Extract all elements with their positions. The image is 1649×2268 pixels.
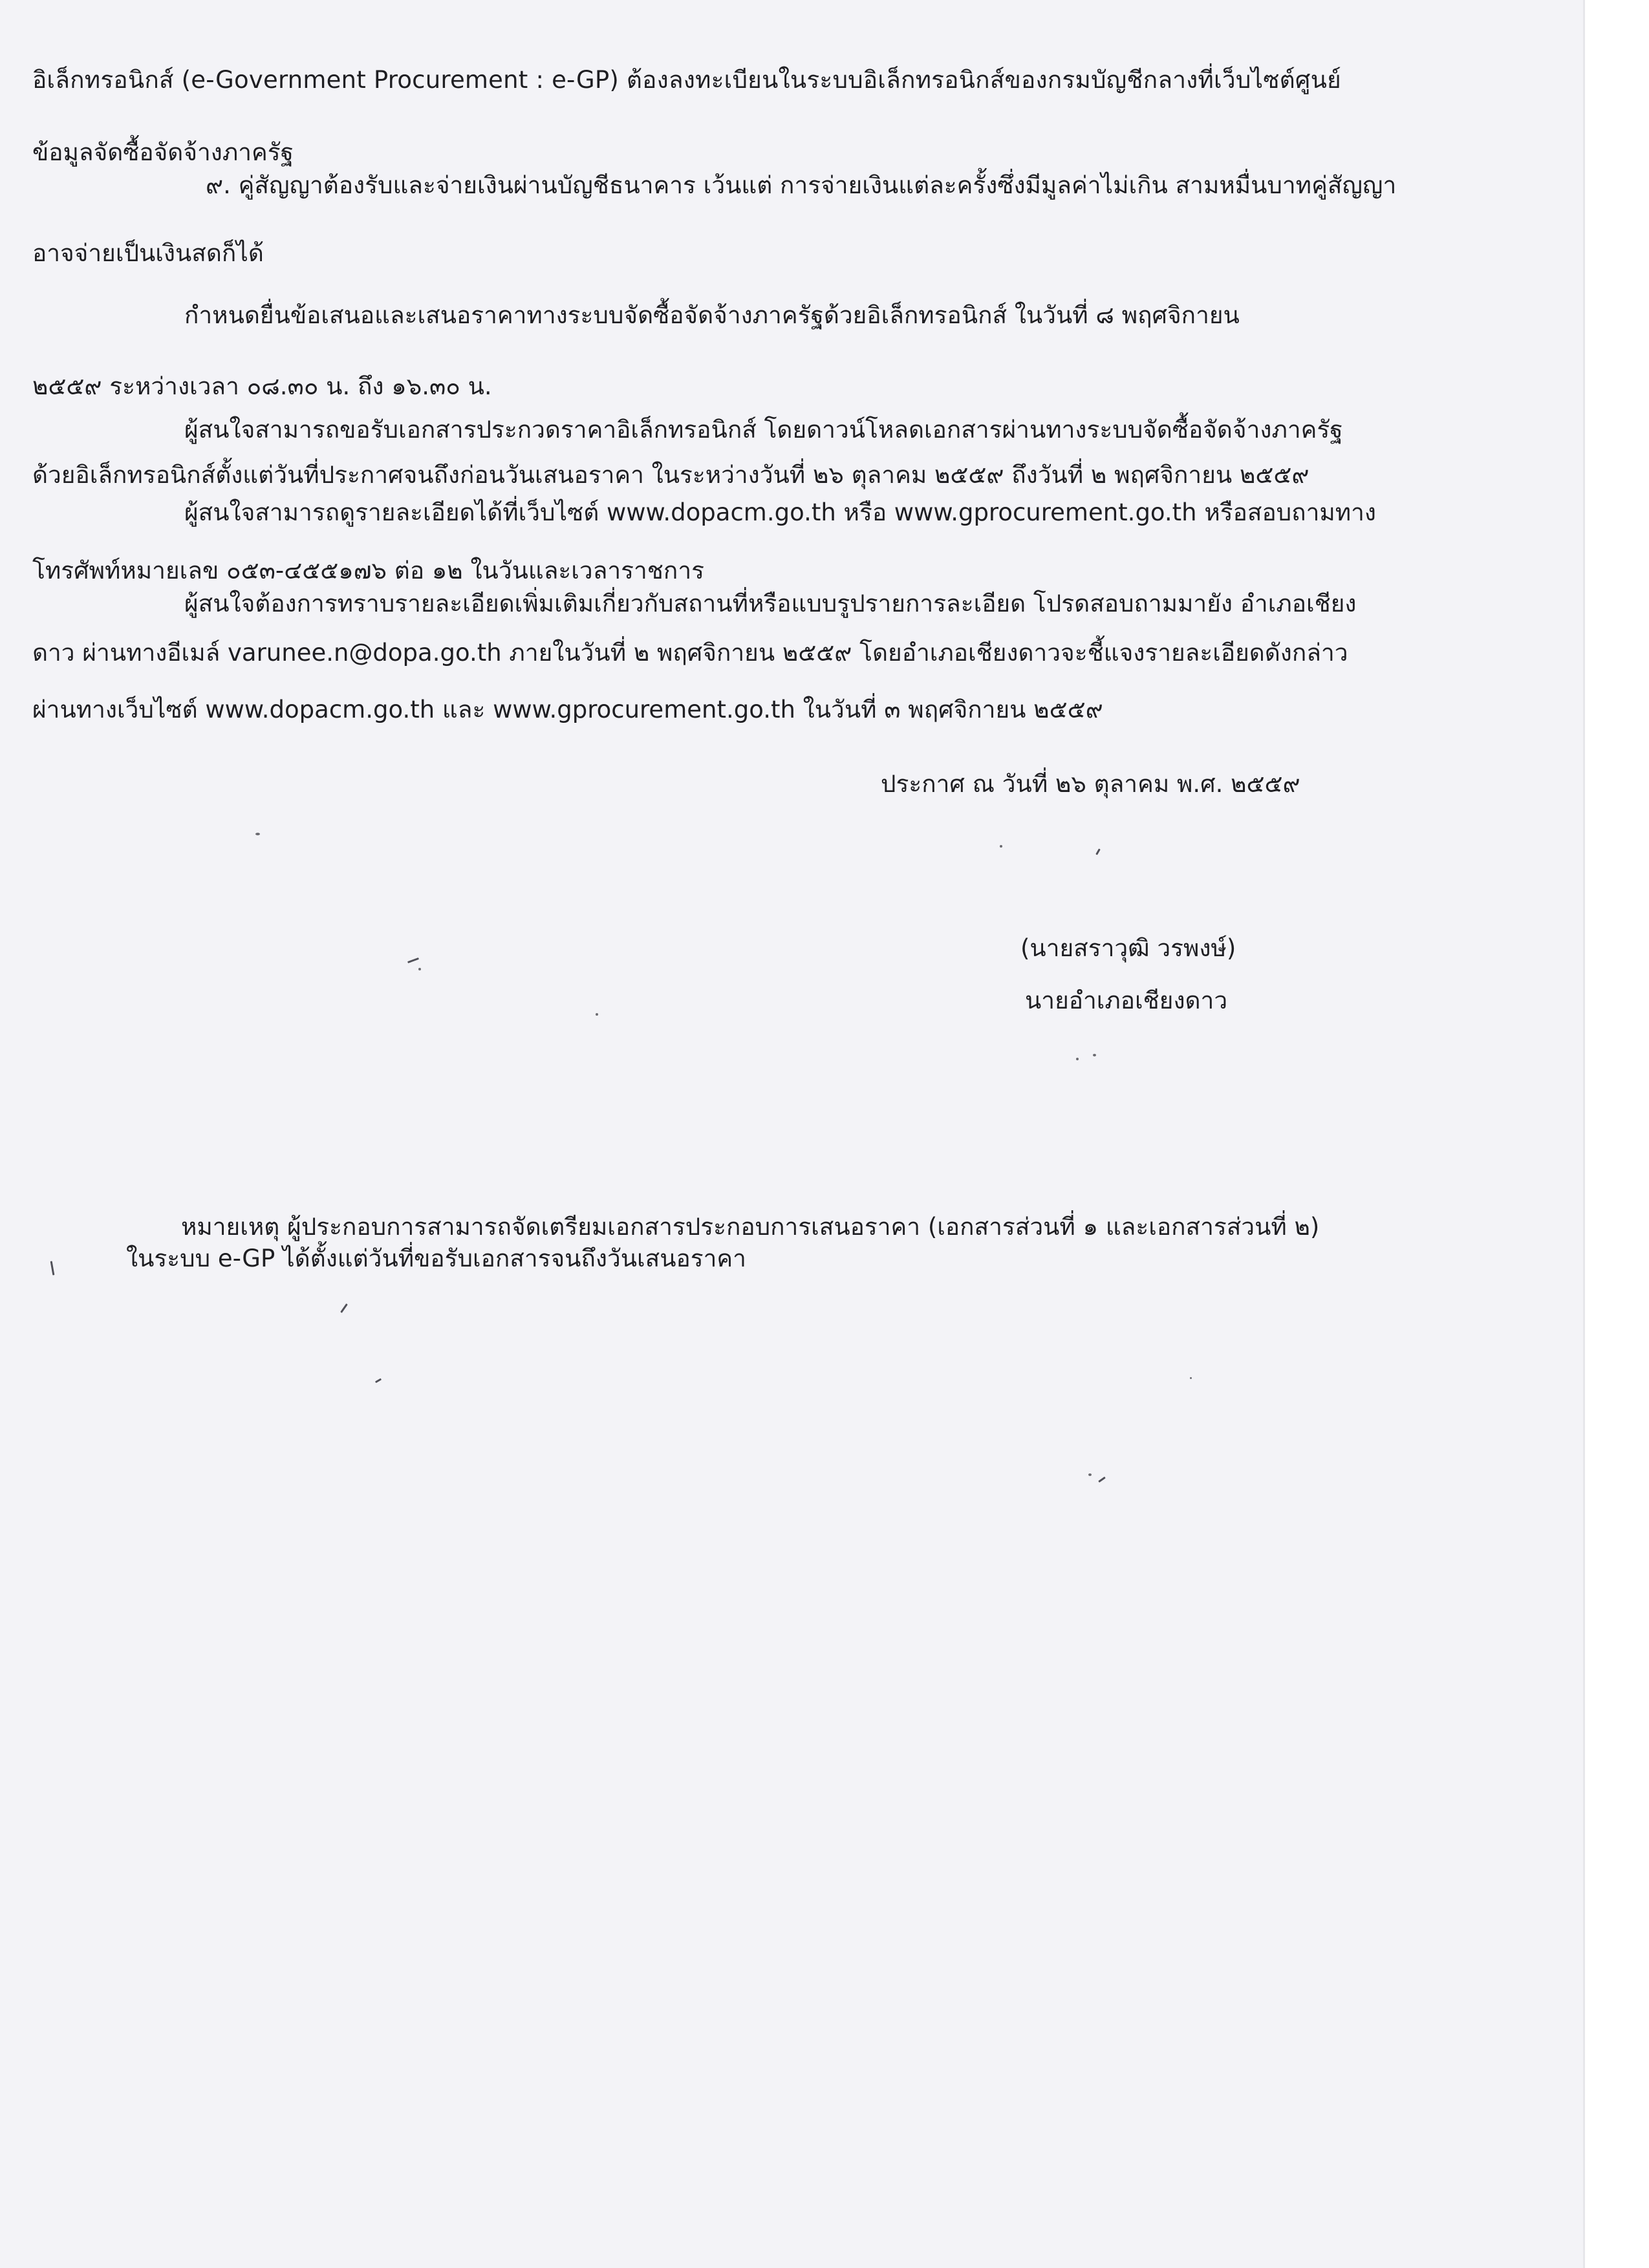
signatory-position: นายอำเภอเชียงดาว (1025, 987, 1228, 1014)
signatory-name: (นายสราวุฒิ วรพงษ์) (1020, 934, 1236, 962)
announcement-date: ประกาศ ณ วันที่ ๒๖ ตุลาคม พ.ศ. ๒๕๕๙ (881, 770, 1300, 798)
scan-mark (340, 1303, 348, 1313)
note-line-1: หมายเหตุ ผู้ประกอบการสามารถจัดเตรียมเอกสารประกอบการเสนอราคา (เอกสารส่วนที่ ๑ และเอกสารส่วนที่ ๒) (181, 1213, 1320, 1241)
scan-speck (1076, 1058, 1079, 1060)
deadline-line-1: กำหนดยื่นข้อเสนอและเสนอราคาทางระบบจัดซื้อจัดจ้างภาครัฐด้วยอิเล็กทรอนิกส์ ในวันที่ ๘ พฤศจิกายน (184, 301, 1240, 329)
scan-speck (596, 1013, 598, 1016)
egp-paragraph-line-2: ข้อมูลจัดซื้อจัดจ้างภาครัฐ (32, 138, 294, 166)
scan-edge-strip (1583, 0, 1649, 2268)
scan-speck (1190, 1377, 1192, 1379)
details-line-1: ผู้สนใจต้องการทราบรายละเอียดเพิ่มเติมเกี่ยวกับสถานที่หรือแบบรูปรายการละเอียด โปรดสอบถามมายัง อำเภอเชียง (184, 590, 1357, 617)
scan-mark (1098, 1477, 1106, 1482)
scan-speck (255, 833, 260, 835)
egp-paragraph-line-1: อิเล็กทรอนิกส์ (e-Government Procurement : e-GP) ต้องลงทะเบียนในระบบอิเล็กทรอนิกส์ของกรมบัญชีกลางที่เว็บไซต์ศูนย์ (32, 66, 1341, 94)
clause-9-line-1: ๙. คู่สัญญาต้องรับและจ่ายเงินผ่านบัญชีธนาคาร เว้นแต่ การจ่ายเงินแต่ละครั้งซึ่งมีมูลค่าไม่เกิน สามหมื่นบาทคู่สัญญา (206, 171, 1397, 199)
download-line-1: ผู้สนใจสามารถขอรับเอกสารประกวดราคาอิเล็กทรอนิกส์ โดยดาวน์โหลดเอกสารผ่านทางระบบจัดซื้อจัดจ้างภาครัฐ (184, 416, 1343, 444)
details-line-3: ผ่านทางเว็บไซต์ www.dopacm.go.th และ www.gprocurement.go.th ในวันที่ ๓ พฤศจิกายน ๒๕๕๙ (32, 696, 1103, 723)
note-line-2: ในระบบ e-GP ได้ตั้งแต่วันที่ขอรับเอกสารจนถึงวันเสนอราคา (126, 1245, 746, 1272)
scan-speck (1000, 845, 1002, 848)
scan-mark (407, 957, 419, 963)
website-line-2: โทรศัพท์หมายเลข ๐๕๓-๔๕๕๑๗๖ ต่อ ๑๒ ในวันและเวลาราชการ (32, 557, 704, 584)
scan-mark (50, 1261, 55, 1275)
scan-speck (1093, 1054, 1096, 1056)
clause-9-line-2: อาจจ่ายเป็นเงินสดก็ได้ (32, 239, 264, 267)
scan-speck (1088, 1473, 1092, 1476)
website-line-1: ผู้สนใจสามารถดูรายละเอียดได้ที่เว็บไซต์ www.dopacm.go.th หรือ www.gprocurement.go.th หรือสอบถามทาง (184, 498, 1376, 526)
download-line-2: ด้วยอิเล็กทรอนิกส์ตั้งแต่วันที่ประกาศจนถึงก่อนวันเสนอราคา ในระหว่างวันที่ ๒๖ ตุลาคม ๒๕๕๙ ถึงวันที่ ๒ พฤศจิกายน ๒๕๕๙ (32, 461, 1310, 489)
details-line-2: ดาว ผ่านทางอีเมล์ varunee.n@dopa.go.th ภายในวันที่ ๒ พฤศจิกายน ๒๕๕๙ โดยอำเภอเชียงดาวจะชี้แจงรายละเอียดดังกล่าว (32, 639, 1348, 667)
scan-speck (418, 968, 421, 970)
scan-mark (375, 1378, 382, 1384)
deadline-line-2: ๒๕๕๙ ระหว่างเวลา ๐๘.๓๐ น. ถึง ๑๖.๓๐ น. (32, 372, 492, 400)
scan-mark (1095, 848, 1101, 855)
